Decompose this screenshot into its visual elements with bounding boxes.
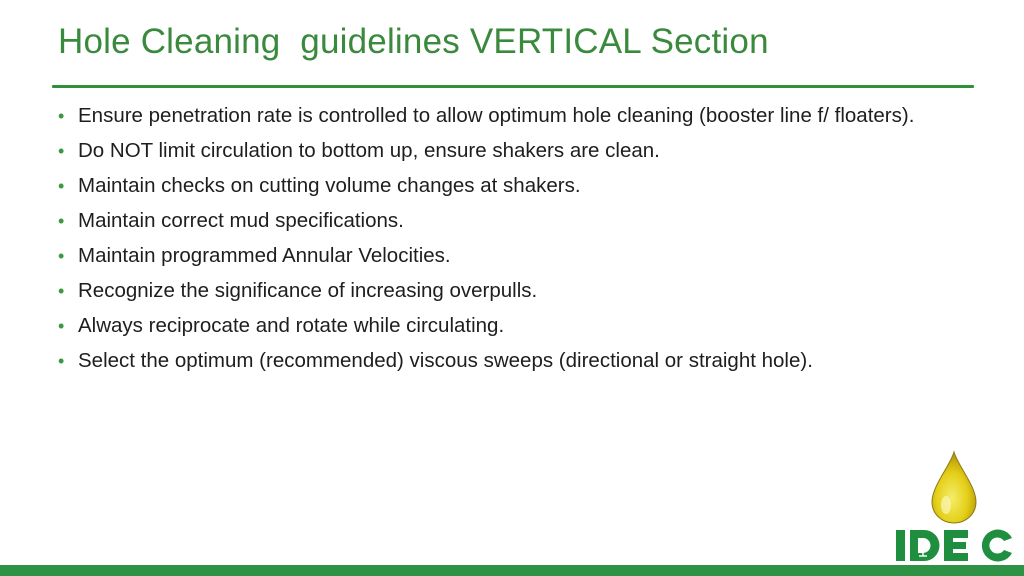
bullet-icon: • (58, 316, 65, 336)
bullet-icon: • (58, 246, 65, 266)
bullet-text: Maintain correct mud specifications. (78, 209, 404, 232)
bullet-text: Select the optimum (recommended) viscous sweeps (directional or straight hole). (78, 349, 813, 372)
bullet-icon: • (58, 106, 65, 126)
list-item (56, 314, 956, 338)
bullet-text: Always reciprocate and rotate while circulating. (78, 314, 505, 337)
list-item (56, 244, 956, 268)
list-item (56, 279, 956, 303)
list-item (56, 174, 956, 198)
list-item (56, 209, 956, 233)
bullet-icon: • (58, 141, 65, 161)
bullet-text: Maintain checks on cutting volume changes at shakers. (78, 174, 581, 197)
bullet-icon: • (58, 351, 65, 371)
bullet-list (56, 104, 956, 384)
bullet-text: Ensure penetration rate is controlled to allow optimum hole cleaning (booster line f/ floaters). (78, 104, 915, 127)
list-item (56, 104, 956, 128)
bullet-text: Recognize the significance of increasing overpulls. (78, 279, 538, 302)
bullet-icon: • (58, 281, 65, 301)
bullet-text: Maintain programmed Annular Velocities. (78, 244, 451, 267)
list-item (56, 139, 956, 163)
oil-drop-icon (894, 450, 1014, 566)
list-item (56, 349, 956, 373)
bullet-icon: • (58, 176, 65, 196)
bullet-text: Do NOT limit circulation to bottom up, ensure shakers are clean. (78, 139, 660, 162)
idec-logo (894, 450, 1014, 566)
footer-bar (0, 565, 1024, 576)
title-underline (52, 85, 974, 88)
bullet-icon: • (58, 211, 65, 231)
slide-title: Hole Cleaning guidelines VERTICAL Section (58, 22, 769, 61)
